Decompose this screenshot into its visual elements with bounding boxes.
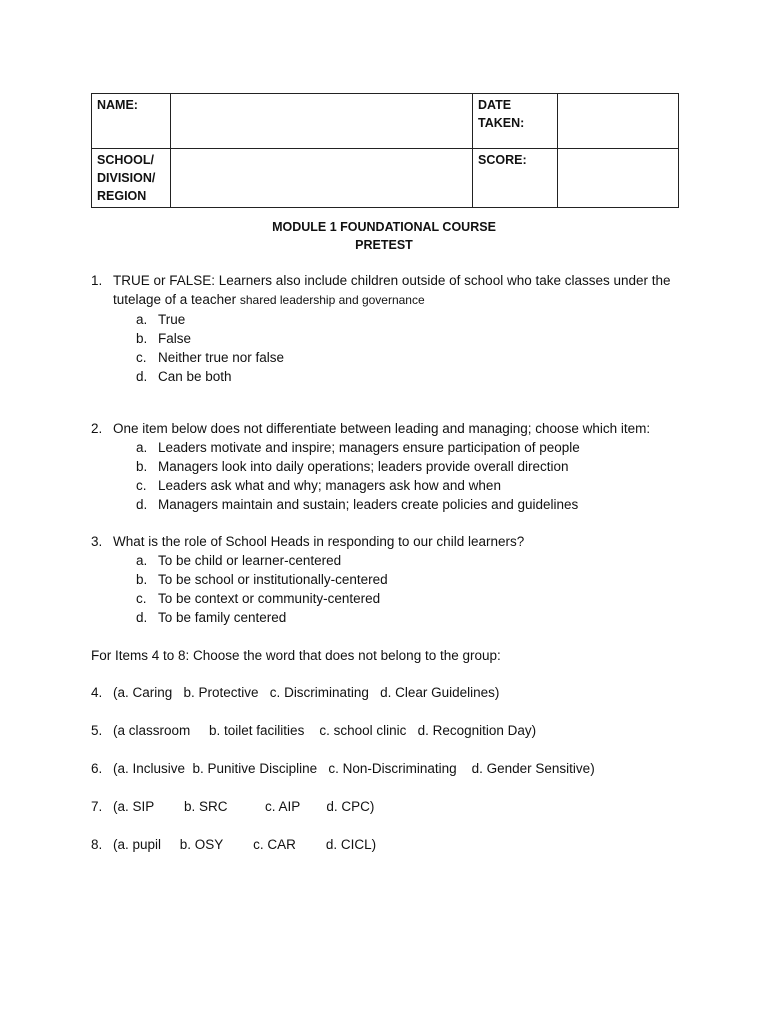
- option-letter: b.: [136, 459, 148, 474]
- option-d: [136, 495, 691, 514]
- option-letter: a.: [136, 440, 148, 455]
- item-8: [91, 835, 711, 854]
- option-b: [136, 457, 691, 476]
- score-value: [558, 149, 679, 208]
- question-text-line-1: TRUE or FALSE: Learners also include children outside of school who take classes under the: [113, 273, 671, 288]
- options-list: [136, 310, 691, 386]
- option-text: Leaders motivate and inspire; managers ensure participation of people: [158, 440, 580, 455]
- option-c: [136, 476, 691, 495]
- item-choices: (a. pupil b. OSY c. CAR d. CICL): [113, 837, 377, 852]
- option-text: Leaders ask what and why; managers ask how and when: [158, 478, 501, 493]
- option-b: [136, 570, 691, 589]
- option-text: To be family centered: [158, 610, 287, 625]
- item-number: 4.: [91, 685, 103, 700]
- option-text: Managers maintain and sustain; leaders create policies and guidelines: [158, 497, 579, 512]
- school-division-region-label: SCHOOL/ DIVISION/ REGION: [92, 149, 171, 208]
- option-letter: d.: [136, 497, 148, 512]
- question-number: 1.: [91, 273, 103, 288]
- date-taken-value: [558, 94, 679, 149]
- options-list: [136, 438, 691, 514]
- option-letter: d.: [136, 610, 148, 625]
- option-text: False: [158, 331, 192, 346]
- question-3: [91, 532, 691, 627]
- options-list: [136, 551, 691, 627]
- option-text: True: [158, 312, 186, 327]
- option-letter: a.: [136, 553, 148, 568]
- item-number: 7.: [91, 799, 103, 814]
- option-a: [136, 551, 691, 570]
- pretest-title: PRETEST: [355, 238, 413, 252]
- group-instruction: For Items 4 to 8: Choose the word that does not belong to the group:: [91, 648, 501, 663]
- question-text-inserted: shared leadership and governance: [239, 293, 425, 307]
- info-row-1: [92, 94, 679, 149]
- name-value: [171, 94, 473, 149]
- option-a: [136, 310, 691, 329]
- school-value: [171, 149, 473, 208]
- item-5: [91, 721, 711, 740]
- option-letter: c.: [136, 478, 147, 493]
- item-number: 8.: [91, 837, 103, 852]
- option-letter: d.: [136, 369, 148, 384]
- item-choices: (a. Caring b. Protective c. Discriminating d. Clear Guidelines): [113, 685, 500, 700]
- item-choices: (a classroom b. toilet facilities c. school clinic d. Recognition Day): [113, 723, 537, 738]
- option-text: Neither true nor false: [158, 350, 285, 365]
- item-number: 6.: [91, 761, 103, 776]
- option-letter: c.: [136, 591, 147, 606]
- question-number: 2.: [91, 421, 103, 436]
- option-letter: c.: [136, 350, 147, 365]
- option-b: [136, 329, 691, 348]
- question-text-line-2: [113, 290, 691, 310]
- option-text: To be context or community-centered: [158, 591, 381, 606]
- option-text: To be child or learner-centered: [158, 553, 342, 568]
- name-label: NAME:: [92, 94, 171, 149]
- item-4: [91, 683, 711, 702]
- option-text: Managers look into daily operations; leaders provide overall direction: [158, 459, 569, 474]
- student-info-table: [91, 93, 679, 208]
- option-d: [136, 367, 691, 386]
- item-7: [91, 797, 711, 816]
- item-choices: (a. Inclusive b. Punitive Discipline c. Non-Discriminating d. Gender Sensitive): [113, 761, 595, 776]
- question-text-main: tutelage of a teacher: [113, 292, 237, 307]
- option-c: [136, 589, 691, 608]
- score-label: SCORE:: [473, 149, 558, 208]
- option-letter: a.: [136, 312, 148, 327]
- date-taken-label: DATE TAKEN:: [473, 94, 558, 149]
- option-letter: b.: [136, 572, 148, 587]
- item-choices: (a. SIP b. SRC c. AIP d. CPC): [113, 799, 375, 814]
- option-text: To be school or institutionally-centered: [158, 572, 388, 587]
- option-d: [136, 608, 691, 627]
- option-a: [136, 438, 691, 457]
- question-text: [113, 271, 691, 310]
- option-c: [136, 348, 691, 367]
- option-text: Can be both: [158, 369, 232, 384]
- option-letter: b.: [136, 331, 148, 346]
- question-2: [91, 419, 691, 514]
- question-text: One item below does not differentiate between leading and managing; choose which item:: [113, 421, 651, 436]
- question-1: [91, 271, 691, 386]
- item-6: [91, 759, 711, 778]
- question-number: 3.: [91, 534, 103, 549]
- item-number: 5.: [91, 723, 103, 738]
- info-row-2: [92, 149, 679, 208]
- question-text: What is the role of School Heads in responding to our child learners?: [113, 534, 525, 549]
- module-title: MODULE 1 FOUNDATIONAL COURSE: [272, 220, 496, 234]
